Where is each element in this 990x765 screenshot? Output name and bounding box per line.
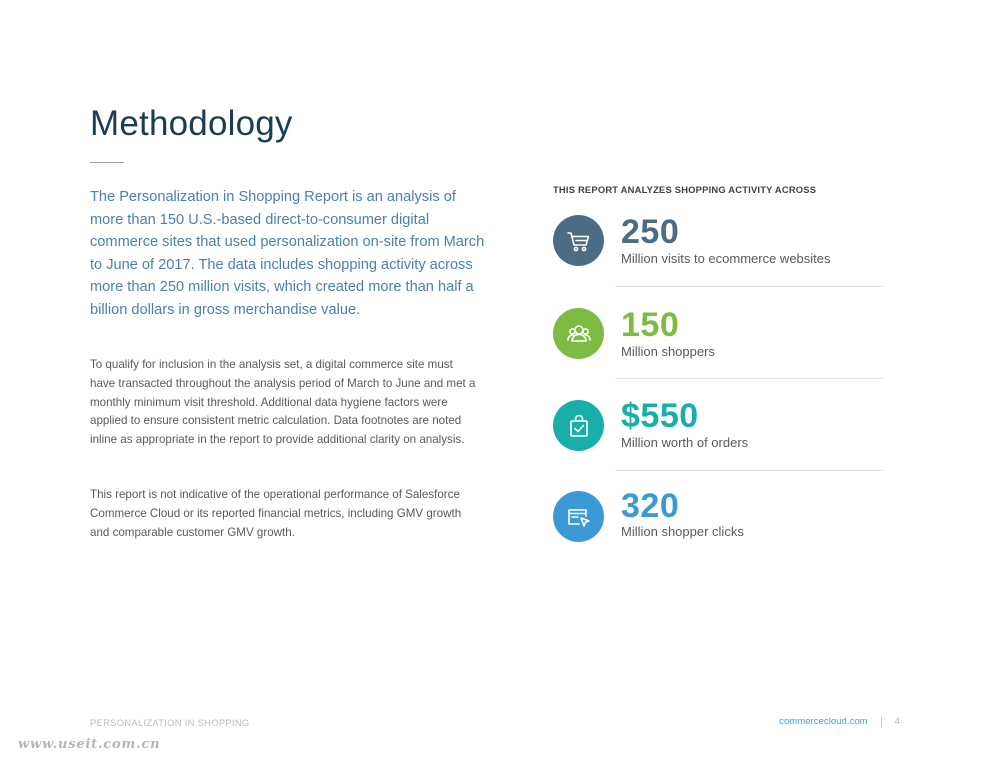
shopping-bag-check-icon xyxy=(553,400,604,451)
stat-value: 150 xyxy=(621,306,680,344)
stat-label: Million visits to ecommerce websites xyxy=(621,251,831,266)
footer-report-name: PERSONALIZATION IN SHOPPING xyxy=(90,717,250,728)
stat-value: 250 xyxy=(621,213,680,251)
page-title: Methodology xyxy=(90,104,293,143)
users-icon xyxy=(553,308,604,359)
page-number: 4 xyxy=(894,716,900,727)
footer-separator xyxy=(881,717,882,727)
stat-divider xyxy=(615,378,883,379)
browser-click-icon xyxy=(553,491,604,542)
stat-orders xyxy=(553,398,883,458)
stat-label: Million shopper clicks xyxy=(621,524,744,539)
stat-label: Million worth of orders xyxy=(621,435,749,450)
disclaimer-paragraph: This report is not indicative of the operational performance of Salesforce Commerce Cloud or its reported financial metrics, including GMV growth and comparable customer GMV growth. xyxy=(90,488,462,539)
stat-shoppers xyxy=(553,307,883,367)
qualification-paragraph: To qualify for inclusion in the analysis set, a digital commerce site must have transacted throughout the analysis period of March to June and met a monthly minimum visit threshold. Additional data hygiene factors were applied to ensure consistent metric calculation. Data footnotes are noted inline as appropriate in the report to provide additional clarity on analysis. xyxy=(90,358,476,447)
footer-url-link[interactable]: commercecloud.com xyxy=(779,716,868,727)
stat-clicks xyxy=(553,488,883,548)
title-underline xyxy=(90,162,124,163)
footer-right xyxy=(779,716,900,727)
stat-label: Million shoppers xyxy=(621,344,715,359)
stat-visits xyxy=(553,214,883,274)
stat-divider xyxy=(615,286,883,287)
shopping-cart-icon xyxy=(553,215,604,266)
stat-divider xyxy=(615,470,883,471)
intro-paragraph: The Personalization in Shopping Report is an analysis of more than 150 U.S.-based direct-to-consumer digital commerce sites that used personalization on-site from March to June of 2017. The data includes shopping activity across more than 250 million visits, which created more than half a billion dollars in gross merchandise value. xyxy=(90,189,485,318)
stats-heading: THIS REPORT ANALYZES SHOPPING ACTIVITY ACROSS xyxy=(553,184,817,195)
stat-value: $550 xyxy=(621,397,699,435)
watermark: www.useit.com.cn xyxy=(18,737,161,752)
stat-value: 320 xyxy=(621,487,680,525)
